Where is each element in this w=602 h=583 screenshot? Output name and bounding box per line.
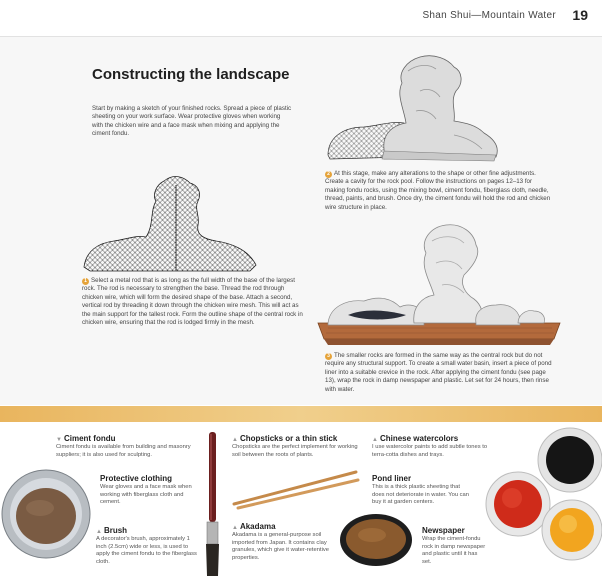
tool-chinese-watercolors-desc: I use watercolor paints to add subtle tones to terra-cotta dishes and trays. <box>372 444 488 458</box>
step-3-badge: 3 <box>325 353 332 360</box>
step-1-badge: 1 <box>82 278 89 285</box>
page-number: 19 <box>572 7 588 23</box>
tools-section <box>0 422 602 583</box>
tool-chopsticks-name: Chopsticks or a thin stick <box>239 434 338 443</box>
tool-protective-clothing-desc: Wear gloves and a face mask when working with fiberglass cloth and cement. <box>100 484 192 506</box>
tool-brush-title <box>96 526 127 535</box>
step-2-text <box>325 170 551 212</box>
step-3-text <box>325 352 557 394</box>
instructions-section <box>0 37 602 405</box>
finished-landscape-tray-illustration <box>314 223 564 347</box>
tool-ciment-fondu-desc: Ciment fondu is available from building and masonry suppliers; it is also used for sculpting. <box>56 444 191 458</box>
tool-newspaper-desc: Wrap the ciment-fondu rock in damp newspaper and plastic until it has set. <box>422 536 486 565</box>
tool-pond-liner-desc: This is a thick plastic sheeting that does not deteriorate in water. You can buy it at garden centers. <box>372 484 470 506</box>
tool-akadama-desc: Akadama is a general-purpose soil imported from Japan. It contains clay granules, which give it water-retentive properties. <box>232 532 329 561</box>
tool-chopsticks-desc: Chopsticks are the perfect implement for working soil between the roots of plants. <box>232 444 358 458</box>
tool-akadama-title <box>232 522 276 531</box>
tool-newspaper-title: Newspaper <box>422 526 465 535</box>
step-2-body: At this stage, make any alterations to the shape or other fine adjustments. Create a cavity for the rock pool. Follow the instructions on pages 12–13 for making fondu rocks, using the mixing bowl, ciment fondu, fiberglass cloth, needle, thread, paints, and brush. Once dry, the ciment fondu will hold the rod and chicken wire structure in place. <box>325 170 551 211</box>
brush-image <box>198 430 228 580</box>
chicken-wire-frame-illustration <box>80 155 260 277</box>
step-1-body: Select a metal rod that is as long as the full width of the base of the largest rock. The rod is necessary to strengthen the base. Thread the rod through chicken wire, which will form the desired shape of the base. Attach a second, vertical rod by threading it down through the chicken wire mesh. This will act as the main support for the tallest rock. Form the outline shape of the central rock in chicken wire, ensuring that the rod is lodged firmly in the mesh. <box>82 277 303 327</box>
tool-ciment-fondu-title <box>56 434 116 443</box>
tool-chinese-watercolors-name: Chinese watercolors <box>379 434 459 443</box>
page-header <box>0 0 602 37</box>
triangle-icon: ▼ <box>56 437 62 443</box>
triangle-icon: ▲ <box>232 437 238 443</box>
tool-protective-clothing-title: Protective clothing <box>100 474 173 483</box>
chopsticks-image <box>230 468 360 510</box>
intro-paragraph: Start by making a sketch of your finished rocks. Spread a piece of plastic sheeting on your work surface. Wear protective gloves when working with the chicken wire and a face mask when mixing and applying the ciment fondu. <box>92 105 292 138</box>
watercolor-dishes-image <box>484 424 602 580</box>
accent-band <box>0 406 602 422</box>
tool-chopsticks-title <box>232 434 337 443</box>
step-1-text <box>82 277 304 327</box>
akadama-bowl-image <box>338 512 414 568</box>
step-2-badge: 2 <box>325 171 332 178</box>
tool-brush-name: Brush <box>103 526 128 535</box>
tool-ciment-fondu-name: Ciment fondu <box>63 434 116 443</box>
triangle-icon: ▲ <box>232 525 238 531</box>
chapter-title: Shan Shui—Mountain Water <box>422 10 556 21</box>
triangle-icon: ▲ <box>372 437 378 443</box>
tool-pond-liner-title: Pond liner <box>372 474 412 483</box>
fondu-covered-rock-illustration <box>324 51 504 167</box>
tool-akadama-name: Akadama <box>239 522 276 531</box>
step-3-body: The smaller rocks are formed in the same way as the central rock but do not require any structural support. To create a small water basin, insert a piece of pond liner into a suitable crevice in the rock. After applying the ciment fondu (see page 13), wrap the rock in damp newspaper and plastic. Let set for 24 hours, then rinse with water. <box>325 352 552 393</box>
tool-brush-desc: A decorator's brush, approximately 1 inch (2.5cm) wide or less, is used to apply the ciment fondu to the fiberglass cloth. <box>96 536 197 565</box>
section-title: Constructing the landscape <box>92 66 290 83</box>
tool-chinese-watercolors-title <box>372 434 458 443</box>
triangle-icon: ▲ <box>96 529 102 535</box>
ciment-fondu-bowl-image <box>0 462 96 562</box>
